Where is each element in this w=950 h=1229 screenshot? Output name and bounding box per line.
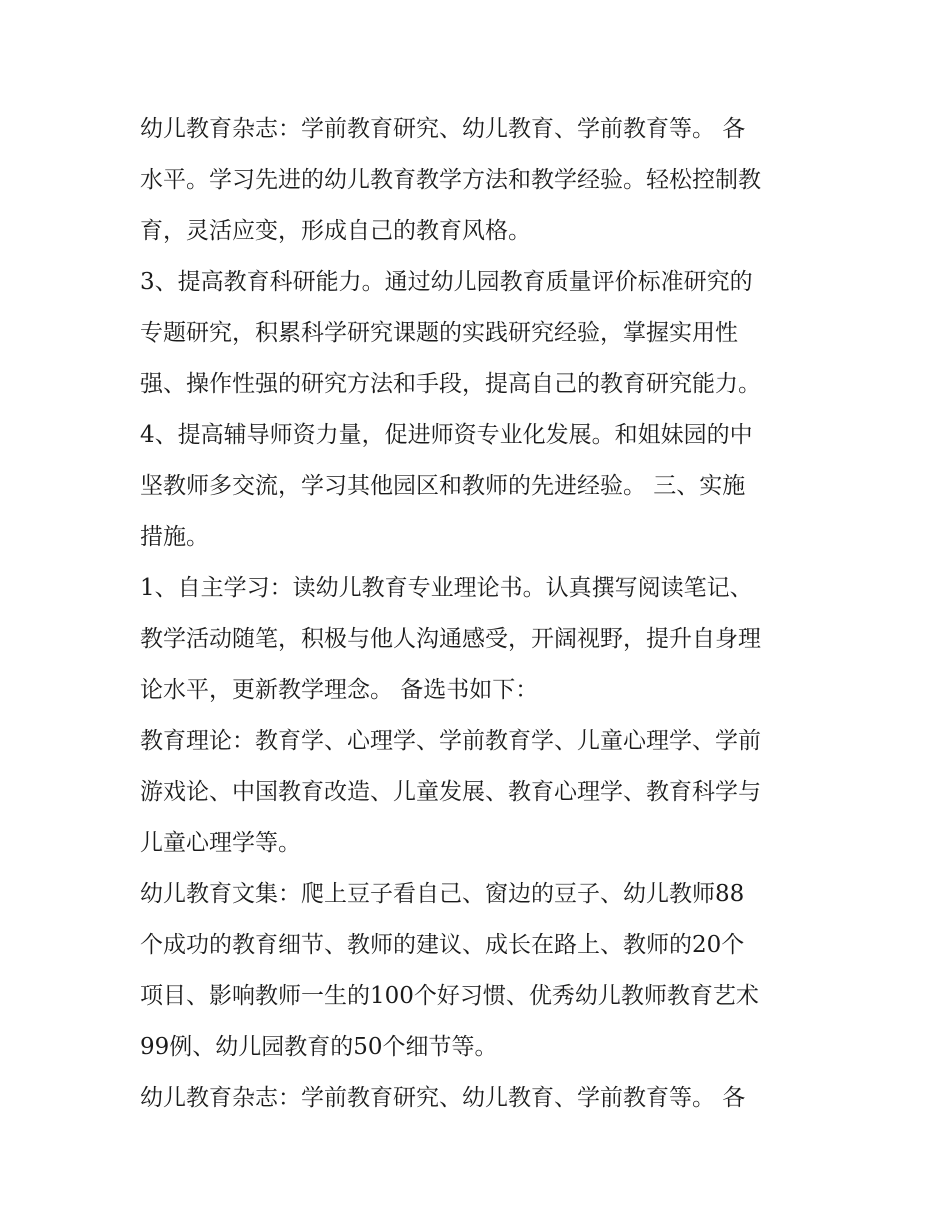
text-line: 幼儿教育杂志：学前教育研究、幼儿教育、学前教育等。 各	[140, 1085, 746, 1111]
text-line: 教学活动随笔，积极与他人沟通感受，开阔视野，提升自身理	[140, 626, 761, 652]
text-line: 教育理论：教育学、心理学、学前教育学、儿童心理学、学前	[140, 728, 761, 754]
text-line: 3、提高教育科研能力。通过幼儿园教育质量评价标准研究的	[140, 269, 753, 295]
text-line: 水平。学习先进的幼儿教育教学方法和教学经验。轻松控制教	[140, 167, 761, 193]
text-line: 幼儿教育杂志：学前教育研究、幼儿教育、学前教育等。 各	[140, 116, 746, 142]
text-line: 坚教师多交流，学习其他园区和教师的先进经验。 三、实施	[140, 473, 746, 499]
text-line: 强、操作性强的研究方法和手段，提高自己的教育研究能力。	[140, 371, 761, 397]
text-line: 论水平，更新教学理念。 备选书如下：	[140, 677, 539, 703]
text-line: 项目、影响教师一生的100个好习惯、优秀幼儿教师教育艺术	[140, 983, 759, 1009]
text-line: 专题研究，积累科学研究课题的实践研究经验，掌握实用性	[140, 320, 738, 346]
text-line: 个成功的教育细节、教师的建议、成长在路上、教师的20个	[140, 932, 745, 958]
text-line: 措施。	[140, 524, 209, 550]
document-body	[140, 104, 830, 1124]
text-line: 1、自主学习：读幼儿教育专业理论书。认真撰写阅读笔记、	[140, 575, 753, 601]
text-line: 幼儿教育文集：爬上豆子看自己、窗边的豆子、幼儿教师88	[140, 881, 745, 907]
text-line: 游戏论、中国教育改造、儿童发展、教育心理学、教育科学与	[140, 779, 761, 805]
text-line: 99例、幼儿园教育的50个细节等。	[140, 1034, 498, 1060]
text-line: 4、提高辅导师资力量，促进师资专业化发展。和姐妹园的中	[140, 422, 753, 448]
text-line: 育，灵活应变，形成自己的教育风格。	[140, 218, 531, 244]
text-line: 儿童心理学等。	[140, 830, 301, 856]
